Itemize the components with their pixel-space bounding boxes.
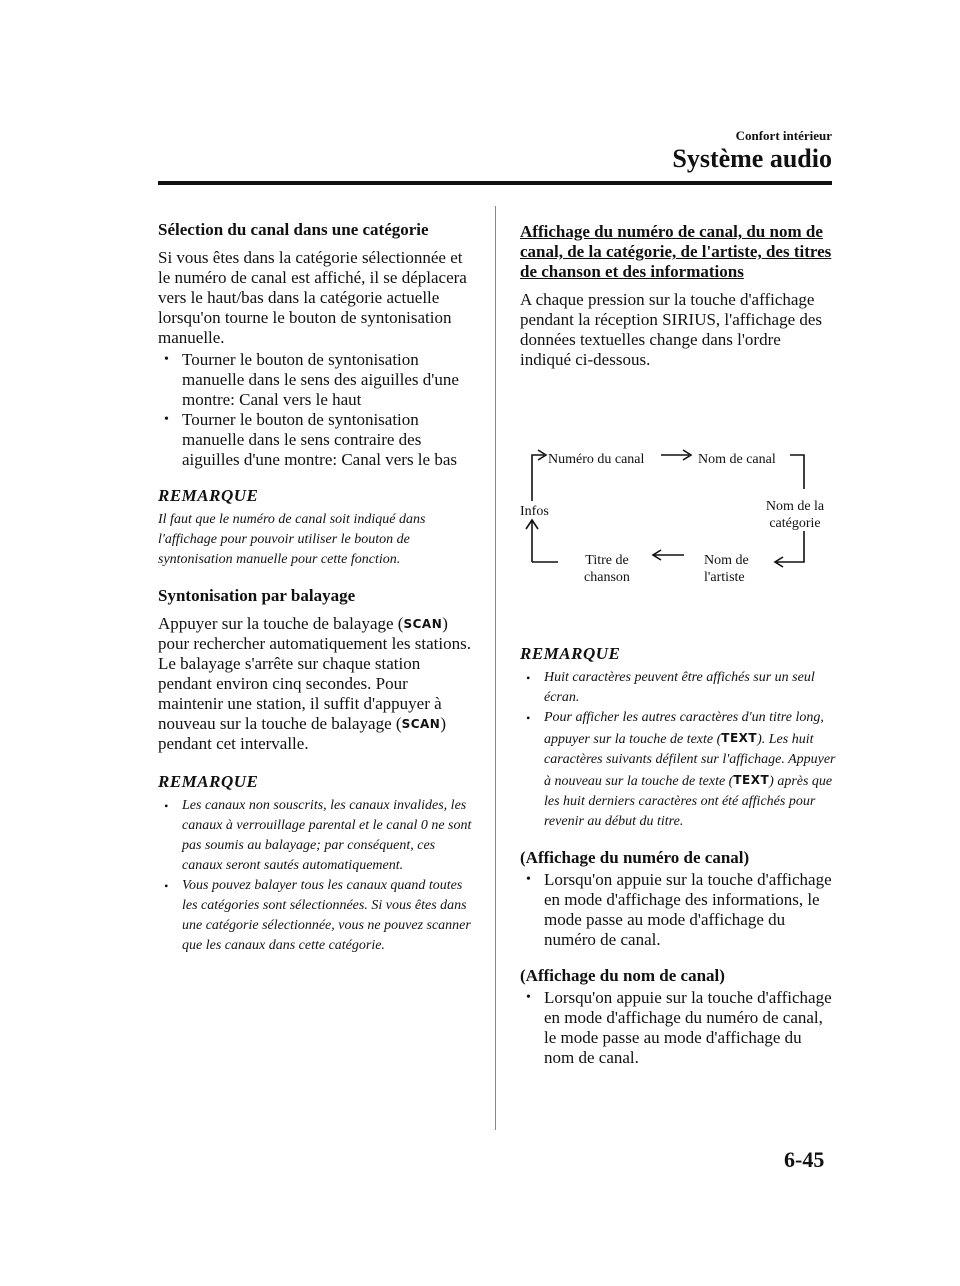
column-divider [495,206,496,1130]
scan-button-label: SCAN [403,617,443,631]
heading-display-modes: Affichage du numéro de canal, du nom de canal, de la catégorie, de l'artiste, des titres de chanson et des informations [520,222,832,281]
list-item: • Tourner le bouton de syntonisation manuelle dans le sens des aiguilles d'une montre: Canal vers le haut [158,350,476,410]
list-item: • Les canaux non souscrits, les canaux invalides, les canaux à verrouillage parental et le canal 0 ne sont pas soumis au balayage; par conséquent, ces canaux seront sautés automatiquement. [158,796,476,876]
bullet-list [520,870,836,950]
scan-button-label: SCAN [401,717,441,731]
arrow-line [532,455,544,501]
heading-channel-number-mode: (Affichage du numéro de canal) [520,848,750,867]
bullet-list [520,988,836,1068]
header-rule [158,181,832,185]
heading-category-channel: Sélection du canal dans une catégorie [158,220,429,239]
list-item: • Pour afficher les autres caractères d'un titre long, appuyer sur la touche de texte (TEXT). Les huit caractères suivants défilent sur l'affichage. Appuyer à nouveau sur la touche de texte (TEXT) après que les huit derniers caractères ont été affichés pour revenir au début du titre. [520,708,836,832]
note-text: Il faut que le numéro de canal soit indiqué dans l'affichage pour pouvoir utiliser le bouton de syntonisation manuelle pour cette fonction. [158,512,426,567]
section-label: Confort intérieur [735,128,832,143]
paragraph-scan: Appuyer sur la touche de balayage (SCAN) pour rechercher automatiquement les stations. Le balayage s'arrête sur chaque station pendant environ cinq secondes. Pour maintenir une station, il suffit d'appuyer à nouveau sur la touche de balayage (SCAN) pendant cet intervalle. [158,614,471,753]
right-column [520,222,836,372]
note-list [158,796,476,956]
arrow-line [776,531,804,562]
diagram-label: Infos [520,504,549,519]
diagram-label: Titre de chanson [584,553,630,585]
right-column-lower [520,644,836,1068]
list-item: • Lorsqu'on appuie sur la touche d'affichage en mode d'affichage du numéro de canal, le mode passe au mode d'affichage du nom de canal. [520,988,836,1068]
note-list [520,668,836,832]
text-button-label: TEXT [721,731,758,745]
page-number: 6-45 [784,1147,825,1172]
diagram-label: Nom de canal [698,452,776,467]
note-title: REMARQUE [158,486,259,505]
page-title: Système audio [672,144,832,173]
paragraph-display: A chaque pression sur la touche d'affichage pendant la réception SIRIUS, l'affichage des données textuelles change dans l'ordre indiqué ci-dessous. [520,290,823,369]
note-title: REMARQUE [158,772,259,791]
diagram-label: Nom de l'artiste [704,553,749,585]
arrow-line [790,455,804,489]
paragraph-category-channel: Si vous êtes dans la catégorie sélectionnée et le numéro de canal est affiché, il se déplacera vers le haut/bas dans la catégorie actuelle lorsqu'on tourne le bouton de syntonisation manuelle. [158,248,467,347]
diagram-label: Numéro du canal [548,452,645,467]
diagram-label: Nom de la catégorie [765,499,825,531]
bullet-list-tuning [158,350,476,470]
list-item: • Huit caractères peuvent être affichés sur un seul écran. [520,668,836,708]
list-item: • Tourner le bouton de syntonisation manuelle dans le sens contraire des aiguilles d'une montre: Canal vers le bas [158,410,476,470]
heading-channel-name-mode: (Affichage du nom de canal) [520,966,725,985]
note-title: REMARQUE [520,644,621,663]
list-item: • Vous pouvez balayer tous les canaux quand toutes les catégories sont sélectionnées. Si vous êtes dans une catégorie sélectionnée, vous ne pouvez scanner que les canaux dans cette catégorie. [158,876,476,956]
text-button-label: TEXT [733,773,770,787]
list-item: • Lorsqu'on appuie sur la touche d'affichage en mode d'affichage des informations, le mode passe au mode d'affichage du numéro de canal. [520,870,836,950]
heading-scan-tuning: Syntonisation par balayage [158,586,356,605]
left-column [158,220,476,956]
display-cycle-diagram [516,445,836,595]
